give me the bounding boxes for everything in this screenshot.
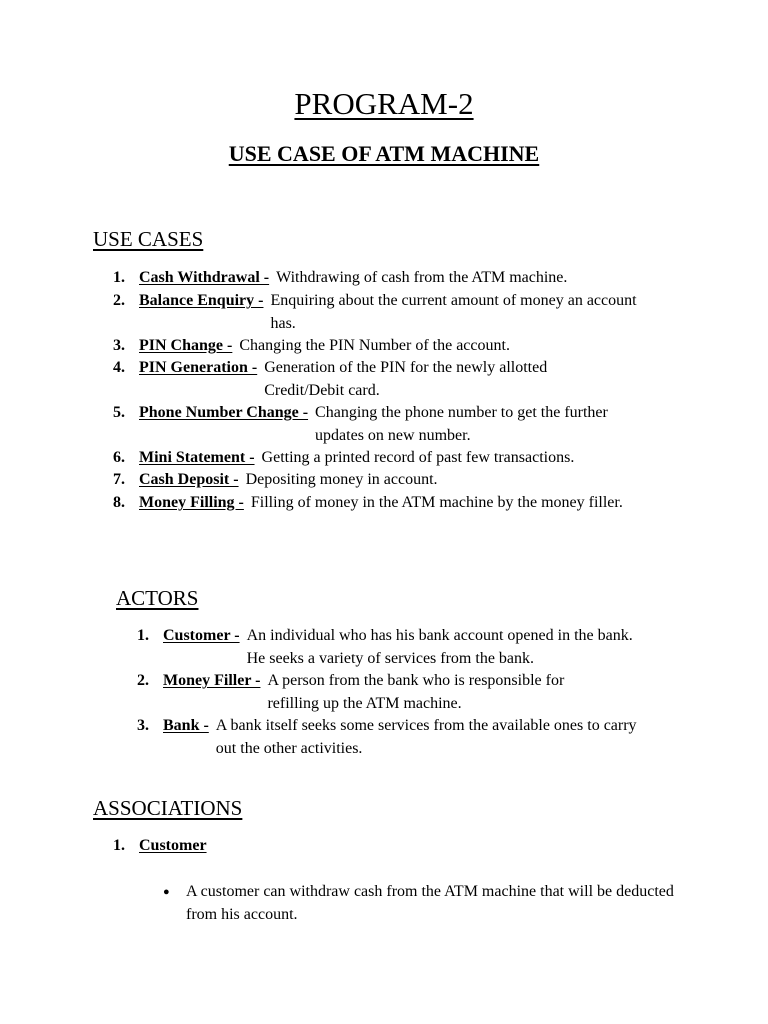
item-number: 7.	[113, 471, 125, 488]
item-description: An individual who has his bank account opened in the bank. He seeks a variety of services from the bank.	[246, 627, 633, 667]
item-term: PIN Generation -	[139, 359, 258, 376]
item-term: Customer	[139, 837, 207, 854]
list-item	[113, 447, 574, 470]
item-number: 3.	[113, 337, 125, 354]
item-term: Balance Enquiry -	[139, 292, 264, 309]
item-number: 3.	[137, 717, 149, 734]
item-number: 6.	[113, 449, 125, 466]
item-description: A bank itself seeks some services from the available ones to carry out the other activities.	[215, 717, 637, 757]
list-item	[113, 492, 651, 515]
item-number: 5.	[113, 404, 125, 421]
item-description: Changing the PIN Number of the account.	[239, 337, 510, 354]
item-number: 1.	[113, 269, 125, 286]
bullet-item	[160, 881, 680, 926]
item-description: A person from the bank who is responsible for refilling up the ATM machine.	[267, 672, 565, 712]
item-description: Enquiring about the current amount of money an account has.	[270, 292, 637, 332]
item-number: 4.	[113, 359, 125, 376]
item-term: Cash Withdrawal -	[139, 269, 270, 286]
item-description: Changing the phone number to get the further updates on new number.	[315, 404, 608, 444]
list-item	[137, 670, 617, 715]
item-term: Cash Deposit -	[139, 471, 239, 488]
list-item	[113, 357, 604, 402]
list-item	[137, 715, 661, 760]
item-description: Generation of the PIN for the newly allotted Credit/Debit card.	[264, 359, 548, 399]
item-description: Filling of money in the ATM machine by the money filler.	[250, 494, 623, 511]
list-item	[113, 335, 510, 358]
item-term: Money Filler -	[163, 672, 261, 689]
item-term: Money Filling -	[139, 494, 244, 511]
associations-heading: ASSOCIATIONS	[93, 796, 243, 820]
item-number: 8.	[113, 494, 125, 511]
item-term: Customer -	[163, 627, 240, 644]
item-description: Depositing money in account.	[245, 471, 438, 488]
page-title: PROGRAM-2	[294, 86, 474, 121]
item-term: Mini Statement -	[139, 449, 255, 466]
bullet-text: A customer can withdraw cash from the ATM machine that will be deducted from his account.	[186, 883, 674, 923]
item-description: Getting a printed record of past few transactions.	[261, 449, 575, 466]
page-subtitle: USE CASE OF ATM MACHINE	[228, 141, 540, 166]
list-item	[113, 402, 655, 447]
item-number: 2.	[113, 292, 125, 309]
item-number: 2.	[137, 672, 149, 689]
item-term: Phone Number Change -	[139, 404, 309, 421]
list-item	[113, 469, 438, 492]
list-item	[113, 835, 214, 858]
item-term: Bank -	[163, 717, 209, 734]
item-term: PIN Change -	[139, 337, 233, 354]
list-item	[137, 625, 647, 670]
list-item	[113, 290, 640, 335]
actors-heading: ACTORS	[116, 586, 199, 610]
list-item	[113, 267, 567, 290]
item-description: Withdrawing of cash from the ATM machine.	[276, 269, 568, 286]
use-cases-heading: USE CASES	[93, 227, 204, 251]
bullet-icon: ●	[163, 886, 170, 898]
item-number: 1.	[113, 837, 125, 854]
item-number: 1.	[137, 627, 149, 644]
